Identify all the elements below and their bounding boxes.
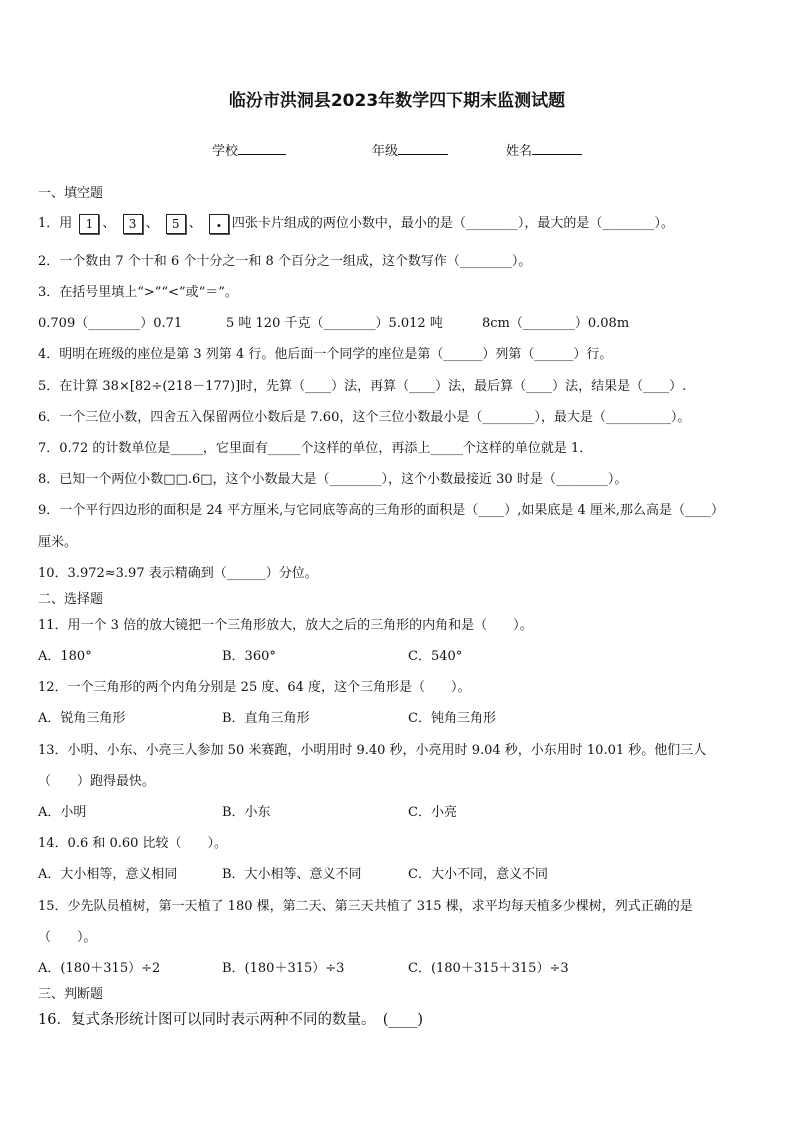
q11-option-a[interactable]: A．180°: [38, 649, 92, 664]
question-2: 2．一个数由 7 个十和 6 个十分之一和 8 个百分之一组成，这个数写作（________）。: [38, 254, 532, 269]
q15-option-b[interactable]: B．(180＋315）÷3: [222, 961, 345, 976]
card-3: 3: [123, 214, 143, 234]
q1-sep: 、: [102, 216, 116, 231]
school-blank[interactable]: [238, 140, 286, 155]
section-fill-blank: 一、填空题: [38, 186, 104, 201]
grade-blank[interactable]: [398, 140, 448, 155]
grade-label: 年级: [372, 144, 399, 159]
section-judge: 三、判断题: [38, 987, 104, 1002]
question-3: 3．在括号里填上“>”“<”或“＝”。: [38, 285, 238, 300]
q12-option-c[interactable]: C．钝角三角形: [408, 711, 496, 726]
name-blank[interactable]: [532, 140, 582, 155]
page-title: 临汾市洪洞县2023年数学四下期末监测试题: [228, 91, 566, 111]
q11-option-c[interactable]: C．540°: [408, 649, 463, 664]
question-12: 12．一个三角形的两个内角分别是 25 度、64 度，这个三角形是（ ）。: [38, 680, 471, 695]
card-dot: .: [209, 214, 229, 234]
question-1: [38, 212, 674, 234]
question-14: 14．0.6 和 0.60 比较（ ）。: [38, 836, 228, 851]
q15-option-a[interactable]: A．(180＋315）÷2: [38, 961, 161, 976]
q13-option-a[interactable]: A．小明: [38, 805, 87, 820]
q1-sep: 、: [145, 216, 159, 231]
question-5: 5．在计算 38×[82÷(218－177)]时，先算（____）法，再算（____）法，最后算（____）法，结果是（____）.: [38, 379, 687, 394]
question-3-part-a: 0.709（________）0.71: [38, 316, 183, 331]
school-field: [212, 140, 286, 159]
q1-prefix: 1．用: [38, 216, 73, 231]
question-15-cont: （ ）。: [38, 930, 97, 945]
school-label: 学校: [212, 144, 239, 159]
question-15: 15．少先队员植树，第一天植了 180 棵，第二天、第三天共植了 315 棵，求平均每天植多少棵树，列式正确的是: [38, 899, 693, 914]
question-4: 4．明明在班级的座位是第 3 列第 4 行。他后面一个同学的座位是第（______）列第（______）行。: [38, 347, 613, 362]
q12-option-b[interactable]: B．直角三角形: [222, 711, 310, 726]
q11-option-b[interactable]: B．360°: [222, 649, 276, 664]
card-5: 5: [166, 214, 186, 234]
question-11: 11．用一个 3 倍的放大镜把一个三角形放大，放大之后的三角形的内角和是（ ）。: [38, 618, 533, 633]
q14-option-a[interactable]: A．大小相等，意义相同: [38, 867, 178, 882]
name-field: [506, 140, 582, 159]
section-choice: 二、选择题: [38, 592, 104, 607]
q1-sep: 、: [188, 216, 202, 231]
question-10: 10．3.972≈3.97 表示精确到（______）分位。: [38, 566, 318, 581]
question-7: 7．0.72 的计数单位是_____，它里面有_____个这样的单位，再添上_____个这样的单位就是 1．: [38, 441, 593, 456]
q13-option-c[interactable]: C．小亮: [408, 805, 457, 820]
q1-suffix: 四张卡片组成的两位小数中，最小的是（________），最大的是（________）。: [231, 216, 674, 231]
q12-option-a[interactable]: A．锐角三角形: [38, 711, 126, 726]
q14-option-c[interactable]: C．大小不同，意义不同: [408, 867, 548, 882]
question-3-part-c: 8cm（________）0.08m: [482, 316, 630, 331]
question-3-part-b: 5 吨 120 千克（________）5.012 吨: [226, 316, 443, 331]
question-13: 13．小明、小东、小亮三人参加 50 米赛跑，小明用时 9.40 秒，小亮用时 9.04 秒，小东用时 10.01 秒。他们三人: [38, 743, 707, 758]
name-label: 姓名: [506, 144, 533, 159]
question-8: 8．已知一个两位小数□□.6□，这个小数最大是（________），这个小数最接近 30 时是（________）。: [38, 472, 628, 487]
question-9: 9．一个平行四边形的面积是 24 平方厘米,与它同底等高的三角形的面积是（____）,如果底是 4 厘米,那么高是（____）: [38, 503, 725, 518]
question-6: 6．一个三位小数，四舍五入保留两位小数后是 7.60，这个三位小数最小是（________），最大是（__________）。: [38, 410, 691, 425]
q13-option-b[interactable]: B．小东: [222, 805, 271, 820]
q14-option-b[interactable]: B．大小相等、意义不同: [222, 867, 362, 882]
question-13-cont: （ ）跑得最快。: [38, 774, 156, 789]
card-1: 1: [79, 214, 99, 234]
question-16: 16．复式条形统计图可以同时表示两种不同的数量。 (____): [38, 1012, 424, 1028]
q15-option-c[interactable]: C．(180＋315＋315）÷3: [408, 961, 569, 976]
question-9-cont: 厘米。: [38, 535, 78, 550]
grade-field: [372, 140, 448, 159]
